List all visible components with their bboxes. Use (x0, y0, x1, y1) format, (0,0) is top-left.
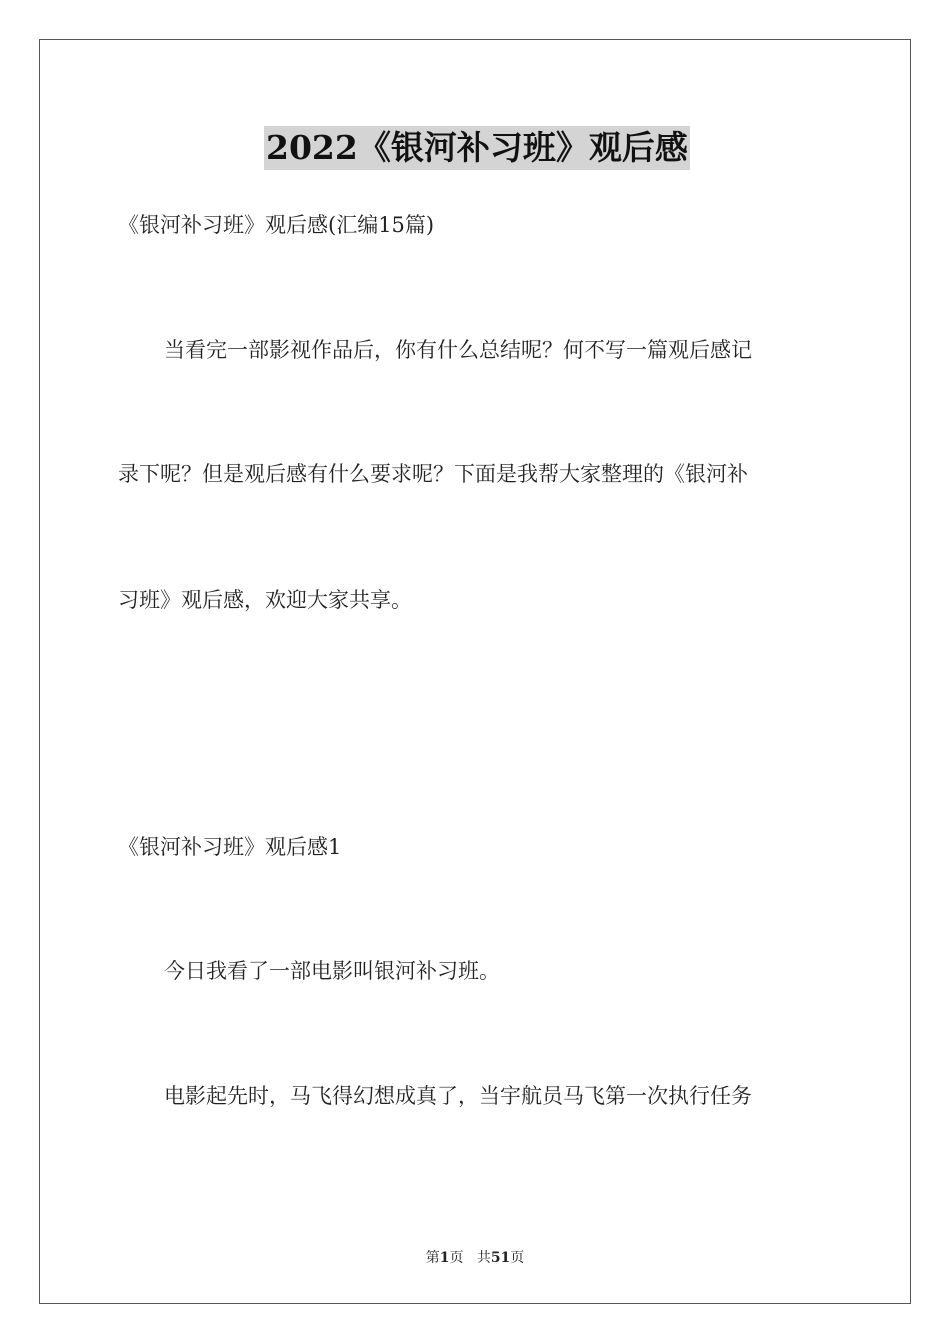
intro-line-1: 当看完一部影视作品后，你有什么总结呢？何不写一篇观后感记 (164, 338, 752, 362)
intro-line-3: 习班》观后感，欢迎大家共享。 (118, 588, 412, 612)
page-footer (0, 1247, 950, 1267)
section-heading: 《银河补习班》观后感1 (118, 835, 342, 859)
body-line-2: 电影起先时，马飞得幻想成真了，当宇航员马飞第一次执行任务 (164, 1084, 752, 1108)
footer-total-prefix: 共 (476, 1250, 491, 1266)
footer-page-prefix: 第 (425, 1250, 440, 1266)
footer-page-number: 1 (439, 1250, 450, 1266)
intro-line-2: 录下呢？但是观后感有什么要求呢？下面是我帮大家整理的《银河补 (118, 462, 748, 486)
footer-page-suffix: 页 (449, 1250, 464, 1266)
document-title: 2022《银河补习班》观后感 (264, 126, 690, 170)
footer-total-pages: 51 (490, 1250, 511, 1266)
footer-total-suffix: 页 (510, 1250, 525, 1266)
body-line-1: 今日我看了一部电影叫银河补习班。 (164, 959, 500, 983)
document-subtitle: 《银河补习班》观后感(汇编15篇) (118, 213, 435, 237)
